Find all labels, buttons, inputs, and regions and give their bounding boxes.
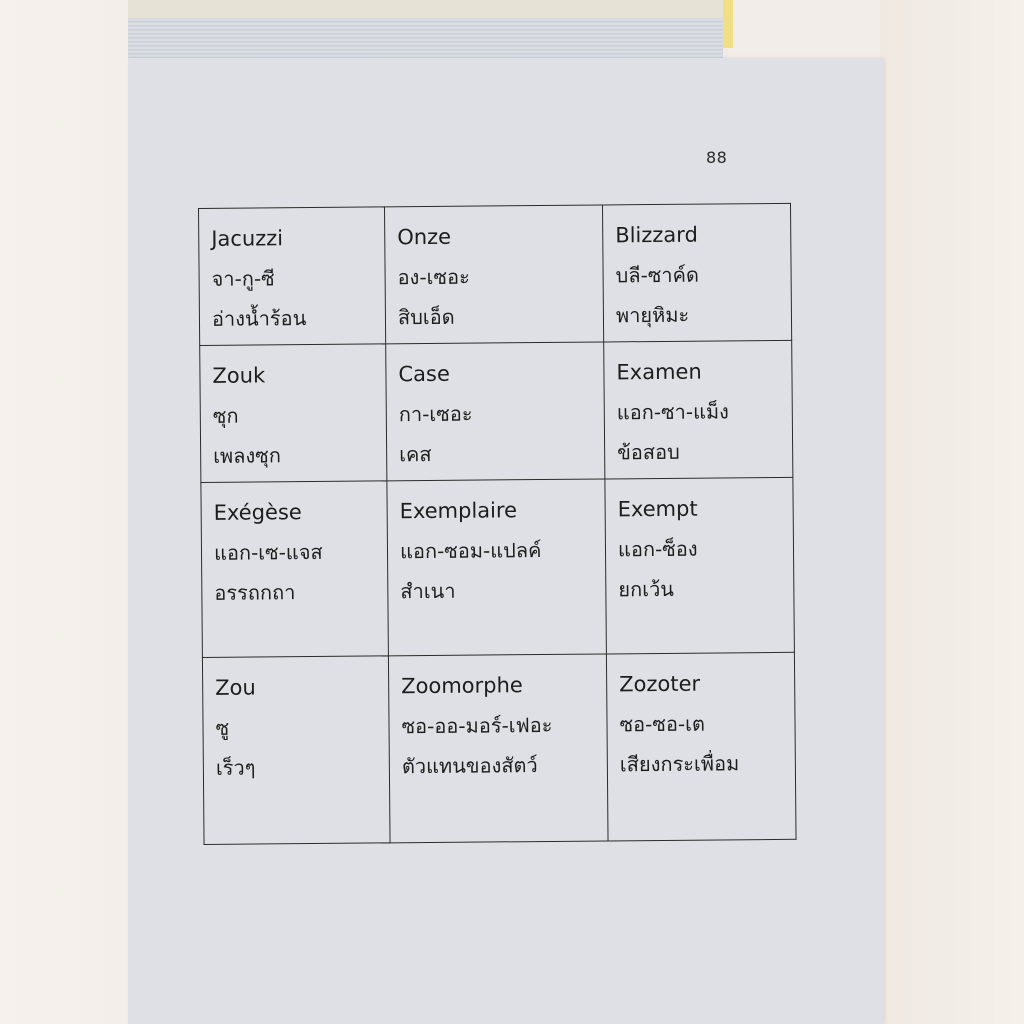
thai-meaning: อ่างน้ำร้อน [211, 306, 307, 331]
vocab-cell [200, 344, 387, 483]
thai-pronunciation: บลี-ซาค์ด [615, 262, 700, 288]
vocabulary-table [198, 203, 797, 845]
french-word: Blizzard [615, 222, 698, 248]
thai-meaning: ข้อสอบ [617, 439, 680, 465]
vocab-cell [202, 656, 390, 845]
thai-pronunciation: ซอ-ซอ-เต [619, 711, 706, 737]
french-word: Exégèse [213, 500, 302, 525]
vocab-cell [201, 481, 389, 658]
thai-meaning: เร็วๆ [215, 755, 256, 780]
vocab-cell [387, 479, 607, 656]
thai-pronunciation: แอก-เซ-แจส [213, 539, 323, 565]
french-word: Onze [397, 224, 452, 250]
thai-pronunciation: แอก-ซอม-แปลค์ [399, 538, 542, 564]
thai-pronunciation: อง-เซอะ [397, 264, 470, 290]
thai-pronunciation: ซู [215, 715, 230, 740]
vocab-cell [384, 205, 603, 344]
vocab-cell [605, 477, 795, 654]
background-right [880, 0, 1024, 1024]
page-number: 88 [706, 148, 728, 167]
vocab-cell [604, 340, 793, 479]
vocab-cell [606, 652, 796, 841]
table-row [199, 203, 792, 345]
thai-meaning: เคส [399, 441, 432, 467]
french-word: Zouk [212, 363, 266, 388]
vocab-cell [199, 207, 386, 346]
thai-meaning: เพลงซุก [213, 443, 282, 468]
yellow-bookmark [723, 0, 733, 48]
thai-pronunciation: แอก-ซา-แม็ง [616, 399, 729, 425]
thai-meaning: ตัวแทนของสัตว์ [401, 753, 538, 779]
french-word: Exempt [617, 496, 698, 522]
thai-meaning: สำเนา [400, 578, 456, 604]
french-word: Zoomorphe [401, 673, 523, 699]
french-word: Exemplaire [399, 498, 518, 524]
thai-meaning: อรรถกถา [214, 580, 296, 605]
french-word: Zozoter [619, 671, 701, 697]
thai-pronunciation: กา-เซอะ [398, 401, 473, 427]
book-page [128, 58, 883, 1024]
book-cover-strip [128, 0, 723, 18]
thai-meaning: พายุหิมะ [615, 302, 690, 328]
thai-meaning: สิบเอ็ด [397, 304, 455, 330]
table-row [202, 652, 796, 844]
background-left [0, 0, 130, 1024]
french-word: Case [398, 361, 450, 387]
french-word: Jacuzzi [211, 226, 284, 251]
table-row [200, 340, 793, 482]
thai-pronunciation: ซุก [212, 403, 239, 428]
thai-meaning: เสียงกระเพื่อม [619, 751, 740, 777]
french-word: Examen [616, 359, 702, 385]
thai-pronunciation: จา-กู-ซี [211, 266, 275, 291]
vocab-cell [388, 654, 608, 843]
table-row [201, 477, 795, 657]
thai-pronunciation: แอก-ซ็อง [617, 536, 698, 562]
vocab-cell [386, 342, 605, 481]
thai-pronunciation: ซอ-ออ-มอร์-เฟอะ [401, 712, 553, 739]
thai-meaning: ยกเว้น [618, 576, 675, 602]
french-word: Zou [215, 675, 256, 700]
vocab-cell [602, 203, 791, 342]
